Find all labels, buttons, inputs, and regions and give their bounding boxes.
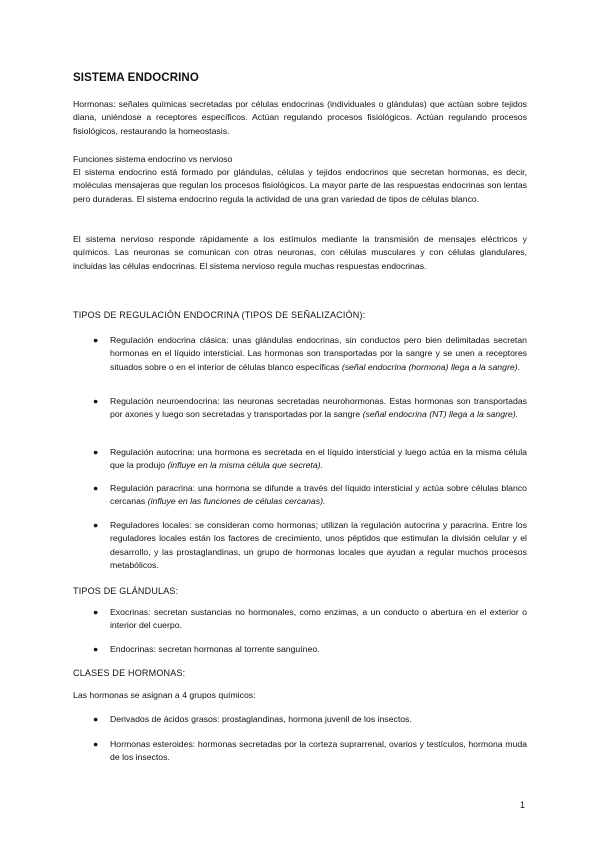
list-item-text: Endocrinas: secretan hormonas al torrente sanguíneo.	[110, 644, 320, 654]
document-title: SISTEMA ENDOCRINO	[73, 72, 199, 84]
bullet-icon: ●	[93, 607, 99, 617]
list-item-text: Regulación paracrina: una hormona se difunde a través del líquido intersticial y actúa sobre células blanco cercanas (influye en las funciones de células cercanas).	[110, 483, 527, 507]
functions-heading: Funciones sistema endocrino vs nervioso	[73, 154, 233, 164]
bullet-icon: ●	[93, 520, 99, 530]
regulation-heading: TIPOS DE REGULACIÓN ENDOCRINA (TIPOS DE SEÑALIZACIÓN):	[73, 310, 366, 320]
list-item-text: Hormonas esteroides: hormonas secretadas por la corteza suprarrenal, ovarios y testículos, hormona muda de los insectos.	[110, 739, 527, 763]
list-item-text: Regulación autocrina: una hormona es secretada en el líquido intersticial y luego actúa en la misma célula que la produjo (influye en la misma célula que secreta).	[110, 447, 527, 471]
hormones-heading: CLASES DE HORMONAS:	[73, 668, 186, 678]
bullet-icon: ●	[93, 714, 99, 724]
hormones-intro: Las hormonas se asignan a 4 grupos químicos:	[73, 690, 256, 700]
list-item-text: Regulación neuroendocrina: las neuronas secretadas neurohormonas. Estas hormonas son transportadas por axones y luego son secretadas y transportadas por la sangre (señal endocrina (NT) llega a la sangre).	[110, 396, 527, 420]
bullet-icon: ●	[93, 739, 99, 749]
bullet-icon: ●	[93, 447, 99, 457]
endocrine-paragraph: El sistema endocrino está formado por glándulas, células y tejidos endocrinos que secretan hormonas, es decir, moléculas mensajeras que regulan los procesos fisiológicos. La mayor parte de las respuestas endocrinas son lentas pero duraderas. El sistema endocrino regula la actividad de una gran variedad de tipos de células blanco.	[73, 167, 527, 204]
list-item-text: Regulación endocrina clásica: unas glándulas endocrinas, sin conductos pero bien delimitadas secretan hormonas en el líquido intersticial. Las hormonas son transportadas por la sangre y se unen a receptores situados sobre o en el interior de células blanco específicas (señal endocrina (hormona) llega a la sangre).	[110, 335, 527, 372]
list-item-text: Derivados de ácidos grasos: prostaglandinas, hormona juvenil de los insectos.	[110, 714, 412, 724]
page-number: 1	[520, 800, 526, 810]
list-item-text: Exocrinas: secretan sustancias no hormonales, como enzimas, a un conducto o abertura en el exterior o interior del cuerpo.	[110, 607, 527, 631]
list-item-text: Reguladores locales: se consideran como hormonas; utilizan la regulación autocrina y paracrina. Entre los reguladores locales están los factores de crecimiento, unos péptidos que estimulan la división celular y el desarrollo, y las prostaglandinas, un grupo de hormonas locales que ayudan a regular muchos procesos metabólicos.	[110, 520, 527, 570]
bullet-icon: ●	[93, 483, 99, 493]
bullet-icon: ●	[93, 396, 99, 406]
bullet-icon: ●	[93, 335, 99, 345]
glands-heading: TIPOS DE GLÁNDULAS:	[73, 586, 179, 596]
bullet-icon: ●	[93, 644, 99, 654]
nervous-paragraph: El sistema nervioso responde rápidamente a los estímulos mediante la transmisión de mensajes eléctricos y químicos. Las neuronas se comunican con otras neuronas, con células musculares y con células glandulares, incluidas las células endocrinas. El sistema nervioso regula muchas respuestas endocrinas.	[73, 234, 527, 271]
intro-paragraph: Hormonas: señales químicas secretadas por células endocrinas (individuales o glándulas) que actúan sobre tejidos diana, uniéndose a receptores específicos. Actúan regulando procesos fisiológicos. Actúan regulando procesos fisiológicos, restaurando la homeostasis.	[73, 99, 527, 136]
